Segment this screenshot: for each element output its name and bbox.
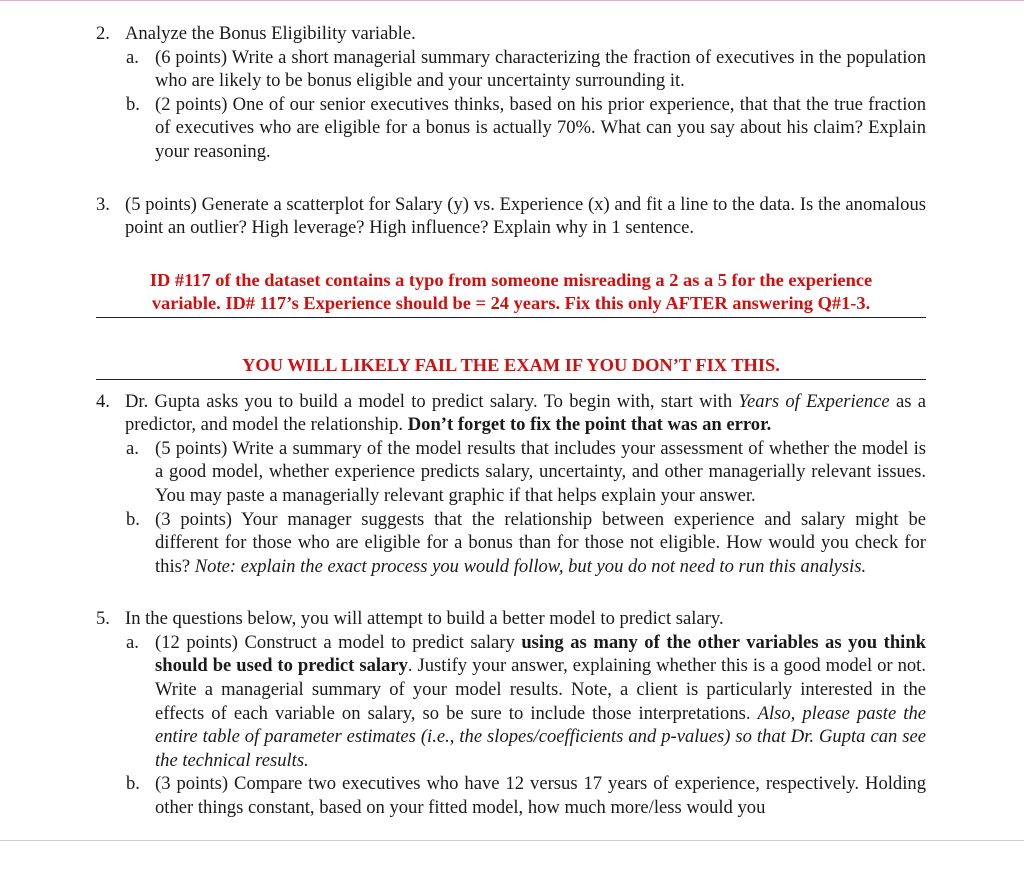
sub-text: (3 points) Your manager suggests that the relationship between experience and salary might be different for those who are eligible for a bonus than for those not eligible. How would you check for this? [155, 508, 926, 577]
question-number: 3. [96, 193, 110, 215]
question-text: Analyze the Bonus Eligibility variable. [125, 23, 416, 44]
top-border [0, 0, 1024, 1]
sub-label: b. [126, 93, 140, 115]
fail-warning: YOU WILL LIKELY FAIL THE EXAM IF YOU DON’T FIX THIS. [96, 354, 926, 380]
sub-text-italic: Also, please paste the entire table of parameter estimates (i.e., the slopes/coefficients and p-values) so that Dr. Gupta can see the technical results. [155, 702, 926, 771]
sub-text-italic: Note: explain the exact process you would follow, but you do not need to run this analysis. [194, 555, 867, 577]
sub-text: (5 points) Write a summary of the model results that includes your assessment of whether the model is a good model, whether experience predicts salary, uncertainty, and other managerially relevant issues. You may paste a managerially relevant graphic if that helps explain your answer. [155, 437, 926, 506]
question-text: Dr. Gupta asks you to build a model to predict salary. To begin with, start with [125, 390, 739, 412]
question-4b [96, 508, 926, 579]
sub-text: (6 points) Write a short managerial summary characterizing the fraction of executives in the population who are likely to be bonus eligible and your uncertainty surrounding it. [155, 46, 926, 92]
question-5b [96, 772, 926, 819]
page-bottom-edge [0, 840, 1024, 841]
question-number: 2. [96, 23, 110, 44]
sub-text: (12 points) Construct a model to predict salary [155, 631, 522, 653]
sub-label: a. [126, 437, 139, 459]
sub-text-bold: using as many of the other variables as you think should be used to predict salary [155, 631, 927, 677]
question-3 [96, 193, 926, 240]
sub-label: b. [126, 508, 140, 530]
question-number: 5. [96, 608, 110, 630]
question-text: (5 points) Generate a scatterplot for Salary (y) vs. Experience (x) and fit a line to the data. Is the anomalous point an outlier? High leverage? High influence? Explain why in 1 sentence. [125, 193, 926, 239]
question-4a [96, 437, 926, 508]
question-text: In the questions below, you will attempt to build a better model to predict salary. [125, 608, 724, 630]
typo-notice [96, 269, 926, 318]
sub-text: (2 points) One of our senior executives thinks, based on his prior experience, that that the true fraction of executives who are eligible for a bonus is actually 70%. What can you say about his claim? Explain your reasoning. [155, 93, 926, 162]
sub-label: a. [126, 46, 139, 68]
question-text-bold: Don’t forget to fix the point that was an error. [407, 414, 772, 436]
question-2 [96, 22, 926, 46]
question-4 [96, 390, 926, 437]
question-text-italic: Years of Experience [738, 390, 890, 412]
notice-line-1: ID #117 of the dataset contains a typo from someone misreading a 2 as a 5 for the experience [149, 269, 873, 290]
question-text-2: as a predictor, and model the relationship. [125, 390, 926, 436]
question-number: 4. [96, 390, 110, 412]
question-2b [96, 93, 926, 164]
question-5a [96, 631, 926, 773]
question-5 [96, 607, 926, 631]
sub-label: b. [126, 773, 140, 795]
sub-text: (3 points) Compare two executives who have 12 versus 17 years of experience, respectively. Holding other things constant, based on your fitted model, how much more/less would you [155, 773, 926, 819]
sub-text-2: . Justify your answer, explaining whether this is a good model or not. Write a managerial summary of your model results. Note, a client is particularly interested in the effects of each variable on salary, so be sure to include those interpretations. [155, 655, 926, 724]
question-2a [96, 46, 926, 93]
sub-label: a. [126, 631, 139, 653]
notice-line-2: variable. ID# 117’s Experience should be = 24 years. Fix this only AFTER answering Q#1-3. [151, 293, 871, 314]
exam-page [96, 22, 926, 820]
